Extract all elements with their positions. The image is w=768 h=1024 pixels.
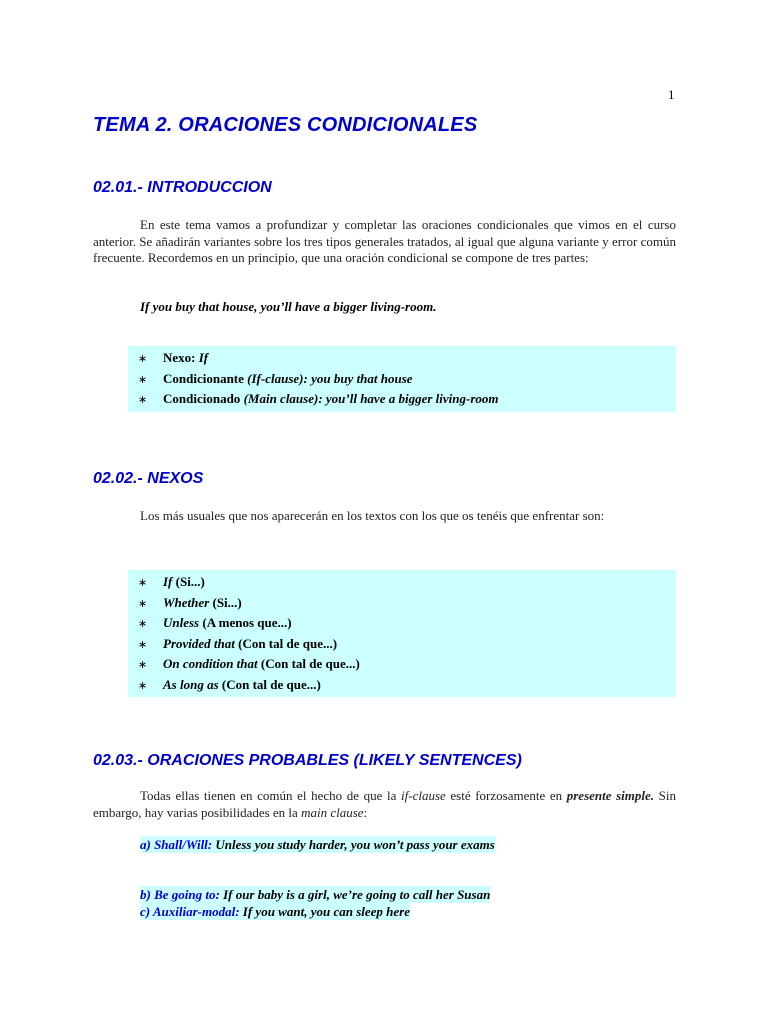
list-item: ∗ Condicionado (Main clause): you’ll have a bigger living-room: [128, 389, 676, 410]
bullet-icon: ∗: [138, 352, 148, 365]
bullet-icon: ∗: [138, 596, 148, 610]
list-item: ∗ If (Si...): [128, 572, 676, 593]
intro-paragraph: En este tema vamos a profundizar y completar las oraciones condicionales que vimos en el curso anterior. Se añadirán variantes sobre los tres tipos generales tratados, al igual que alguna variante y error común frecuente. Recordemos en un principio, que una oración condicional se compone de tres partes:: [93, 217, 676, 265]
list-item: ∗ As long as (Con tal de que...): [128, 675, 676, 696]
document-title: TEMA 2. ORACIONES CONDICIONALES: [93, 114, 478, 136]
probables-paragraph: Todas ellas tienen en común el hecho de que la if-clause esté forzosamente en presente simple. Sin embargo, hay varias posibilidades en la main clause:: [93, 788, 676, 820]
page-number: 1: [668, 87, 675, 102]
list-item: ∗ Provided that (Con tal de que...): [128, 634, 676, 655]
list-item: ∗ Unless (A menos que...): [128, 613, 676, 634]
list-item: ∗ Condicionante (If-clause): you buy that house: [128, 369, 676, 390]
nexos-paragraph: Los más usuales que nos aparecerán en los textos con los que os tenéis que enfrentar son:: [140, 508, 605, 523]
list-item: ∗ Nexo: If: [128, 348, 676, 369]
bullet-icon: ∗: [138, 393, 148, 406]
nexos-highlight-box: [128, 570, 676, 697]
list-item: ∗ On condition that (Con tal de que...): [128, 654, 676, 675]
list-item: ∗ Whether (Si...): [128, 593, 676, 614]
intro-example-sentence: If you buy that house, you’ll have a bigger living-room.: [140, 299, 437, 314]
example-auxiliar-modal: c) Auxiliar-modal: If you want, you can sleep here: [140, 904, 410, 919]
bullet-icon: ∗: [138, 678, 148, 692]
bullet-icon: ∗: [138, 372, 148, 386]
example-be-going-to: b) Be going to: If our baby is a girl, we’re going to call her Susan: [140, 887, 491, 902]
bullet-icon: ∗: [138, 576, 148, 589]
section-heading-nexos: 02.02.- NEXOS: [93, 470, 204, 487]
parts-highlight-box: [128, 346, 676, 412]
example-shall-will: a) Shall/Will: Unless you study harder, you won’t pass your exams: [140, 837, 495, 852]
bullet-icon: ∗: [138, 637, 148, 651]
bullet-icon: ∗: [138, 617, 148, 630]
section-heading-oraciones-probables: 02.03.- ORACIONES PROBABLES (LIKELY SENTENCES): [93, 752, 522, 769]
section-heading-introduccion: 02.01.- INTRODUCCION: [93, 179, 272, 196]
bullet-icon: ∗: [138, 658, 148, 671]
